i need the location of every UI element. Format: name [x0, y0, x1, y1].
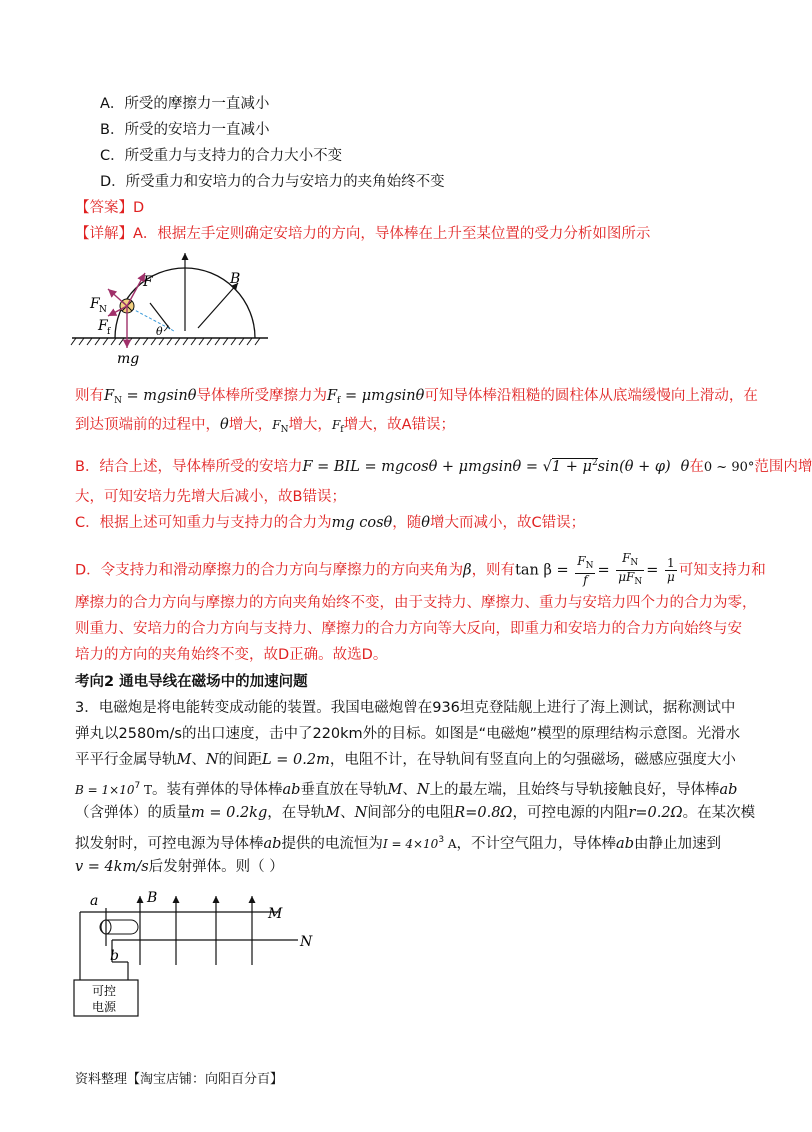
- label-N: N: [300, 934, 313, 950]
- label-FN: F: [90, 296, 100, 312]
- text-seg: 提供的电流恒为: [281, 836, 383, 852]
- text-seg: ，则有: [471, 562, 516, 579]
- math-ab: ab: [282, 782, 301, 798]
- math-sub: f: [337, 396, 341, 406]
- text-seg: 、: [340, 805, 355, 821]
- text-seg: 则有: [75, 388, 104, 404]
- text-seg: 、: [402, 782, 417, 798]
- text-seg: 增大，: [288, 417, 332, 433]
- math-v: v = 4km/s: [75, 859, 149, 875]
- math-unit: A: [444, 837, 457, 851]
- math-M: M: [176, 752, 192, 768]
- q3-line-1: 3．电磁炮是将电能转变成动能的装置。我国电磁炮曾在936坦克登陆舰上进行了海上测试，据称测试中: [75, 700, 736, 716]
- label-theta: θ: [156, 325, 163, 338]
- text-seg: ，在导轨: [267, 805, 326, 821]
- text-seg: 可知导体棒沿粗糙的圆柱体从底端缓慢向上滑动，在: [424, 388, 758, 404]
- option-b: B．所受的安培力一直减小: [100, 122, 270, 138]
- math-theta: θ: [421, 515, 431, 531]
- math-M: M: [325, 805, 341, 821]
- text-seg: 可知支持力和: [678, 562, 766, 579]
- text-seg: 到达顶端前的过程中，: [75, 417, 220, 433]
- option-d: D．所受重力和安培力的合力与安培力的夹角始终不变: [100, 174, 445, 190]
- detail-line-4: 大，可知安培力先增大后减小，故B错误；: [75, 489, 346, 505]
- math-beta: β: [463, 562, 472, 579]
- fraction-2: [616, 552, 644, 589]
- detail-line-1: [75, 385, 758, 412]
- label-mg: mg: [117, 351, 140, 367]
- detail-label: 【详解】: [75, 226, 133, 242]
- math-unit: T: [140, 783, 153, 797]
- text-seg: 垂直放在导轨: [300, 782, 388, 798]
- fraction-3: [665, 557, 677, 584]
- label-a: a: [90, 893, 99, 909]
- math-R: R=0.8Ω: [454, 805, 513, 821]
- text-seg: B．结合上述，导体棒所受的安培力: [75, 459, 303, 475]
- option-a: A．所受的摩擦力一直减小: [100, 96, 270, 112]
- q3-line-2: 弹丸以2580m/s的出口速度，击中了220km外的目标。如图是“电磁炮”模型的原理结构示意图。光滑水: [75, 726, 741, 742]
- frac-num: 1: [665, 557, 677, 571]
- fraction-1: [575, 555, 595, 587]
- math-sup: 7: [134, 781, 141, 791]
- detail-line-7: 摩擦力的合力方向与摩擦力的方向夹角始终不变，由于支持力、摩擦力、重力与安培力四个力的合力为零，: [75, 595, 757, 611]
- label-B: B: [147, 890, 158, 906]
- math-F: F: [272, 418, 281, 432]
- text-seg: 增大而减小，故C错误；: [430, 515, 586, 531]
- math-ampere: F = BIL = mgcosθ + μmgsinθ =: [302, 459, 543, 475]
- force-diagram: [70, 243, 270, 368]
- label-Ff: F: [98, 318, 108, 334]
- frac-den: μ: [666, 570, 675, 584]
- frac-den: f: [583, 572, 588, 587]
- q3-line-7: [75, 856, 284, 878]
- text-seg: 拟发射时，可控电源为导体棒: [75, 836, 264, 852]
- text-seg: 增大，故A错误；: [343, 417, 456, 433]
- section-title: 考向2 通电导线在磁场中的加速问题: [75, 674, 308, 690]
- detail-line-3: B．结合上述，导体棒所受的安培力F = BIL = $mgcos\theta + \mu mgsin\theta = √1 + \mu^2\sin(\theta + \varphi)$ θ在0 ~ 90°范围内增: [75, 458, 812, 475]
- footer: 资料整理【淘宝店铺：向阳百分百】: [75, 1072, 284, 1087]
- math-ab: ab: [263, 836, 282, 852]
- frac-num: F: [622, 551, 631, 565]
- text-seg: 增大，: [228, 417, 273, 433]
- math-F: F: [331, 418, 341, 432]
- math-sqrt: [552, 458, 598, 475]
- math-sub: N: [114, 396, 122, 406]
- label-F: F: [143, 274, 153, 290]
- math-N: N: [416, 782, 430, 798]
- text-seg: 导体棒所受摩擦力为: [196, 388, 327, 404]
- option-c: C．所受重力与支持力的合力大小不变: [100, 148, 343, 164]
- label-B: B: [230, 271, 241, 287]
- math-M: M: [387, 782, 403, 798]
- text-seg: C．根据上述可知重力与支持力的合力为: [75, 515, 332, 531]
- q3-line-6: [75, 829, 721, 855]
- math-sub: N: [280, 425, 289, 435]
- math-theta: θ: [680, 459, 690, 475]
- math-sup: 3: [438, 835, 445, 845]
- q3-line-3: [75, 749, 736, 771]
- math-F: F: [326, 388, 338, 404]
- frac-sub: N: [630, 558, 639, 568]
- math-N: N: [205, 752, 219, 768]
- math-L: L = 0.2m: [262, 752, 330, 768]
- math-N: N: [354, 805, 368, 821]
- frac-sub: N: [634, 577, 643, 587]
- text-seg: 平平行金属导轨: [75, 752, 177, 768]
- detail-line-5: [75, 512, 585, 534]
- text-seg: 在: [689, 459, 704, 475]
- math-F: F: [104, 388, 115, 404]
- math-ab: ab: [719, 782, 738, 798]
- answer-line: [75, 197, 144, 219]
- label-b: b: [110, 948, 119, 964]
- q3-line-5: [75, 802, 755, 824]
- text-seg: 的间距: [218, 752, 263, 768]
- text-seg: ，随: [392, 515, 422, 531]
- math-range: 0 ~ 90°: [703, 460, 755, 475]
- q3-line-4: [75, 775, 737, 801]
- text-seg: ，可控电源的内阻: [512, 805, 629, 821]
- math-theta: θ: [220, 417, 229, 433]
- label-FN-sub: N: [99, 305, 107, 315]
- answer-label: 【答案】: [75, 200, 133, 216]
- math-mgsin: = mgsinθ: [121, 388, 197, 404]
- frac-sub: N: [585, 560, 594, 571]
- frac-num: F: [577, 553, 586, 568]
- detail-intro: [75, 223, 650, 245]
- label-Ff-sub: f: [107, 327, 111, 337]
- math-m: m = 0.2kg: [191, 805, 268, 821]
- text-seg: 。在某次模: [682, 805, 756, 821]
- detail-line-8: 则重力、安培力的合力方向与支持力、摩擦力的合力方向等大反向，即重力和安培力的合力方向始终与安: [75, 621, 742, 637]
- text-seg: 上的最左端，且始终与导轨接触良好，导体棒: [429, 782, 720, 798]
- math-ab: ab: [616, 836, 634, 852]
- math-sub: f: [340, 425, 344, 435]
- text-seg: D．令支持力和滑动摩擦力的合力方向与摩擦力的方向夹角为: [75, 562, 464, 579]
- source-label-1: 可控: [92, 984, 117, 998]
- text-seg: ，不计空气阻力，导体棒: [456, 836, 617, 852]
- math-r: r=0.2Ω: [628, 805, 683, 821]
- detail-line-9: 培力的方向的夹角始终不变，故D正确。故选D。: [75, 647, 388, 663]
- label-M: M: [268, 906, 283, 922]
- text-seg: 后发射弹体。则（ ）: [148, 859, 284, 875]
- text-seg: 。装有弹体的导体棒: [152, 782, 283, 798]
- text-seg: 、: [191, 752, 206, 768]
- text-seg: ，电阻不计，在导轨间有竖直向上的匀强磁场，磁感应强度大小: [329, 752, 736, 768]
- math-I: I = 4×10: [382, 837, 439, 851]
- math-B: B = 1×10: [75, 783, 135, 797]
- detail-line-6: D．令支持力和滑动摩擦力的合力方向与摩擦力的方向夹角为β，则有tan β = $\frac{F_N}{f}$ = $\frac{F_N}{\mu F_N}$ = $\frac{1}{\mu}$ 可知支持力和: [75, 551, 766, 587]
- text-seg: 范围内增: [754, 459, 812, 475]
- math-tan: tan β =: [515, 562, 569, 579]
- text-seg: （含弹体）的质量: [75, 805, 191, 821]
- math-mgcos: mg cosθ: [331, 515, 393, 531]
- answer-value: D: [133, 200, 145, 216]
- math-ff: = μmgsinθ: [340, 388, 425, 404]
- text-seg: 间部分的电阻: [367, 805, 455, 821]
- frac-den: μF: [618, 570, 635, 584]
- railgun-diagram: [70, 880, 330, 1020]
- detail-line-2: [75, 414, 455, 441]
- math-sin: sin(θ + φ): [597, 459, 671, 475]
- math-sup: 2: [591, 458, 598, 468]
- detail-intro-text: A．根据左手定则确定安培力的方向，导体棒在上升至某位置的受力分析如图所示: [133, 226, 651, 242]
- math-sqrt-body: 1 + μ: [551, 459, 592, 475]
- text-seg: 由静止加速到: [633, 836, 721, 852]
- source-label-2: 电源: [92, 1000, 117, 1014]
